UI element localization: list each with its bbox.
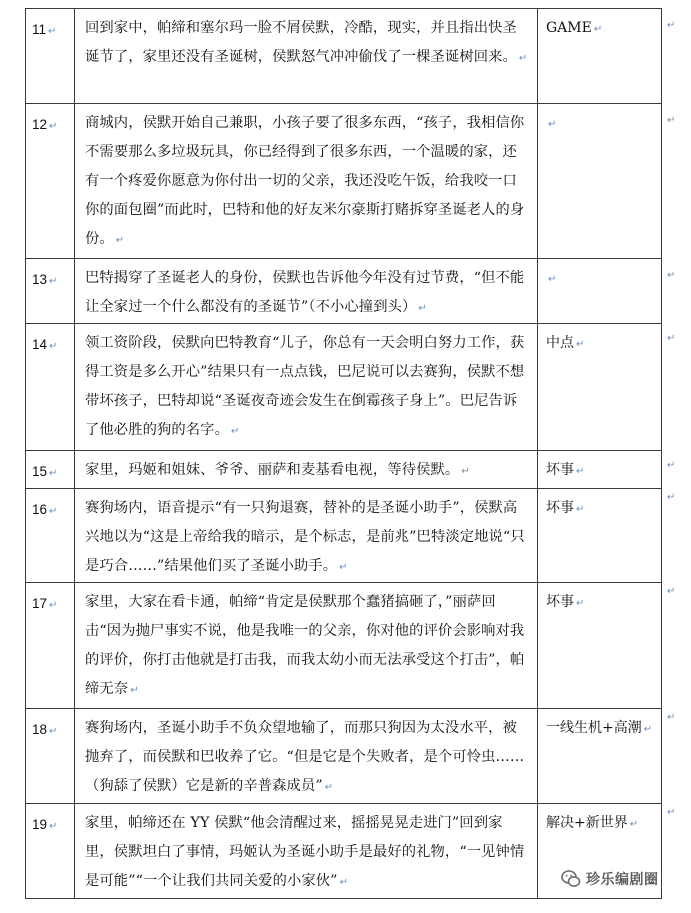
row-end-mark-icon: ↵ [667,20,676,31]
paragraph-mark-icon: ↵ [49,276,58,287]
paragraph-mark-icon: ↵ [461,466,470,477]
scene-description-cell [75,583,538,709]
paragraph-mark-icon: ↵ [548,119,557,130]
paragraph-mark-icon: ↵ [339,562,348,573]
row-end-mark-icon: ↵ [667,270,676,281]
beat-note: 坏事 [546,594,574,610]
scene-number: 18 [32,722,48,737]
scene-description-cell [75,324,538,451]
scene-description-cell [75,709,538,804]
scene-description: 领工资阶段，侯默向巴特教育“儿子，你总有一天会明白努力工作，获得工资是多么开心”结果只有一点点钱，巴尼说可以去赛狗，侯默不想带坏孩子，巴特却说“圣诞夜奇迹会发生在倒霉孩子身上”。巴尼告诉了他必胜的狗的名字。 [85,335,525,438]
paragraph-mark-icon: ↵ [418,303,427,314]
beat-note: 一线生机+高潮 [546,720,642,736]
table-row [26,451,662,489]
scene-number: 15 [32,464,48,479]
row-end-mark-icon: ↵ [667,492,676,503]
beat-note: GAME [546,20,592,36]
watermark [561,867,681,891]
scene-description: 赛狗场内，圣诞小助手不负众望地输了，而那只狗因为太没水平，被抛弃了，而侯默和巴收养了它。“但是它是个失败者，是个可怜虫……（狗舔了侯默）它是新的辛普森成员” [85,720,525,794]
wechat-logo-icon [561,869,581,889]
row-end-mark-icon: ↵ [667,460,676,471]
row-end-mark-icon: ↵ [667,807,676,818]
scene-number-cell [26,489,75,583]
scene-number-cell [26,451,75,489]
beat-note-cell [538,583,662,709]
beat-note-cell [538,9,662,104]
scene-description-cell [75,489,538,583]
scene-description: 家里，帕缔还在 YY 侯默“他会清醒过来，摇摇晃晃走进门”回到家里，侯默坦白了事情，玛姬认为圣诞小助手是最好的礼物，“一见钟情是可能”“一个让我们共同关爱的小家伙” [85,815,525,889]
beat-note: 中点 [546,335,574,351]
row-end-mark-icon: ↵ [667,712,676,723]
scene-number-cell [26,9,75,104]
paragraph-mark-icon: ↵ [629,819,639,830]
scene-description: 赛狗场内，语音提示“有一只狗退赛，替补的是圣诞小助手”，侯默高兴地以为“这是上帝给我的暗示，是个标志，是前兆”巴特淡定地说“只是巧合……”结果他们买了圣诞小助手。 [85,500,525,574]
scene-number: 16 [32,502,48,517]
paragraph-mark-icon: ↵ [576,339,585,350]
paragraph-mark-icon: ↵ [49,506,58,517]
scene-description: 回到家中，帕缔和塞尔玛一脸不屑侯默，冷酷，现实，并且指出快圣诞节了，家里还没有圣诞树，侯默怒气冲冲偷伐了一棵圣诞树回来。 [85,20,517,65]
paragraph-mark-icon: ↵ [324,782,334,793]
beat-note-cell [538,489,662,583]
paragraph-mark-icon: ↵ [643,724,653,735]
paragraph-mark-icon: ↵ [48,26,57,37]
paragraph-mark-icon: ↵ [49,726,58,737]
scene-number-cell [26,324,75,451]
paragraph-mark-icon: ↵ [130,685,139,696]
table-row [26,9,662,104]
scene-number-cell [26,259,75,324]
beat-note: 解决+新世界 [546,815,628,831]
beat-note-cell [538,451,662,489]
scene-description-cell [75,804,538,899]
table-row [26,104,662,259]
scene-number-cell [26,804,75,899]
beat-sheet-table [25,8,662,899]
scene-number: 19 [32,817,48,832]
scene-number: 14 [32,337,48,352]
scene-description: 商城内，侯默开始自己兼职，小孩子要了很多东西，“孩子，我相信你不需要那么多垃圾玩具，你已经得到了很多东西，一个温暖的家，还有一个疼爱你愿意为你付出一切的父亲，我还没吃午饭，给我咬一口你的面包圈”而此时，巴特和他的好友米尔豪斯打赌拆穿圣诞老人的身份。 [85,115,525,247]
paragraph-mark-icon: ↵ [576,598,585,609]
beat-note-cell [538,709,662,804]
paragraph-mark-icon: ↵ [518,53,528,64]
paragraph-mark-icon: ↵ [49,341,58,352]
beat-note-cell [538,324,662,451]
paragraph-mark-icon: ↵ [49,600,58,611]
paragraph-mark-icon: ↵ [49,821,58,832]
beat-note-cell [538,259,662,324]
scene-description-cell [75,451,538,489]
scene-description: 巴特揭穿了圣诞老人的身份，侯默也告诉他今年没有过节费，“但不能让全家过一个什么都没有的圣诞节”（不小心撞到头） [85,270,525,315]
paragraph-mark-icon: ↵ [230,426,240,437]
scene-description-cell [75,259,538,324]
table-row [26,259,662,324]
row-end-mark-icon: ↵ [667,115,676,126]
scene-description: 家里，玛姬和姐妹、爷爷、丽萨和麦基看电视，等待侯默。 [85,462,460,478]
scene-number: 11 [32,22,47,37]
paragraph-mark-icon: ↵ [49,121,58,132]
paragraph-mark-icon: ↵ [593,24,603,35]
table-row [26,583,662,709]
paragraph-mark-icon: ↵ [49,468,58,479]
scene-description: 家里，大家在看卡通，帕缔“肯定是侯默那个蠢猪搞砸了，”丽萨回击“因为抛尸事实不说，他是我唯一的父亲，你对他的评价会影响对我的评价，你打击他就是打击我，而我太幼小而无法承受这个打击”，帕缔无奈 [85,594,525,697]
beat-note-cell [538,104,662,259]
watermark-text: 珍乐编剧圈 [586,872,659,888]
scene-description-cell [75,9,538,104]
table-row [26,709,662,804]
row-end-mark-icon: ↵ [667,586,676,597]
paragraph-mark-icon: ↵ [115,235,125,246]
scene-number-cell [26,709,75,804]
paragraph-mark-icon: ↵ [576,466,585,477]
scene-description-cell [75,104,538,259]
paragraph-mark-icon: ↵ [548,274,557,285]
paragraph-mark-icon: ↵ [339,877,349,888]
row-end-mark-icon: ↵ [667,333,676,344]
scene-number: 12 [32,117,48,132]
table-row [26,324,662,451]
scene-number: 17 [32,596,48,611]
paragraph-mark-icon: ↵ [576,504,585,515]
beat-note: 坏事 [546,462,574,478]
scene-number: 13 [32,272,48,287]
beat-note: 坏事 [546,500,574,516]
scene-number-cell [26,583,75,709]
table-body [26,9,662,899]
scene-number-cell [26,104,75,259]
table-row [26,489,662,583]
